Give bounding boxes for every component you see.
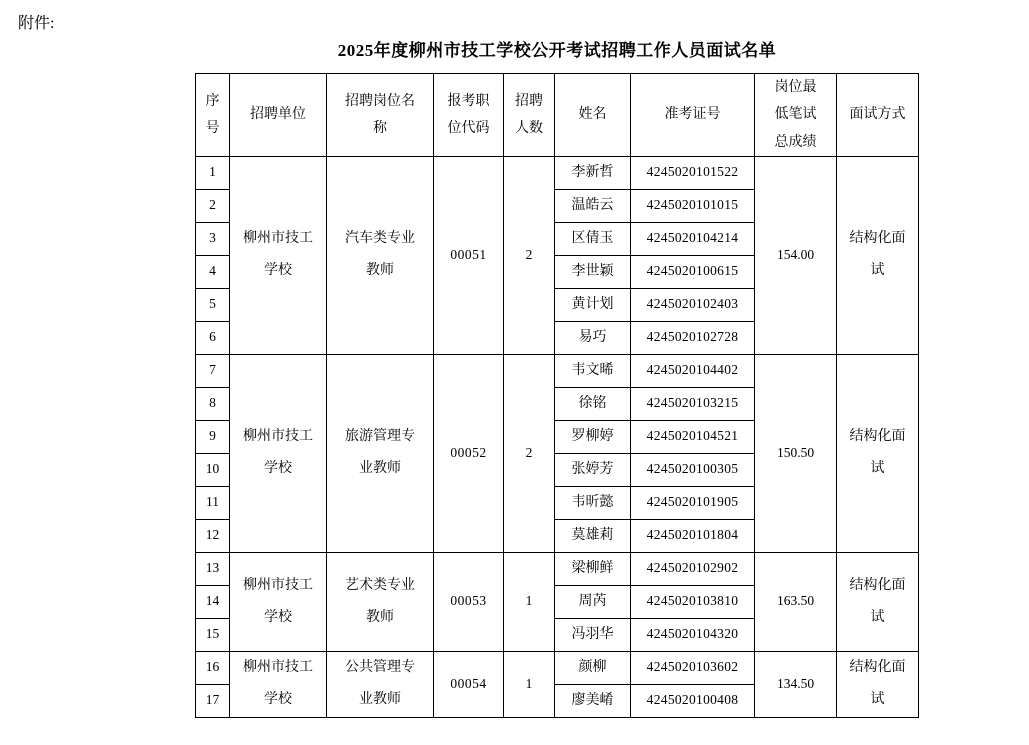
cell-ticket: 4245020101015 [631, 189, 755, 222]
cell-seq: 1 [196, 156, 230, 189]
cell-name: 韦昕懿 [555, 486, 631, 519]
cell-position: 公共管理专业教师 [327, 651, 434, 717]
cell-seq: 3 [196, 222, 230, 255]
cell-name: 冯羽华 [555, 618, 631, 651]
cell-name: 罗柳婷 [555, 420, 631, 453]
cell-hires: 2 [504, 354, 555, 552]
header-hires: 招聘人数 [504, 74, 555, 157]
cell-hires: 1 [504, 651, 555, 717]
cell-interview-method: 结构化面试 [837, 156, 919, 354]
cell-interview-method: 结构化面试 [837, 552, 919, 651]
cell-seq: 8 [196, 387, 230, 420]
cell-min-score: 163.50 [755, 552, 837, 651]
cell-ticket: 4245020100615 [631, 255, 755, 288]
header-code: 报考职位代码 [434, 74, 504, 157]
cell-code: 00053 [434, 552, 504, 651]
cell-ticket: 4245020103602 [631, 651, 755, 684]
cell-seq: 10 [196, 453, 230, 486]
cell-seq: 5 [196, 288, 230, 321]
header-name: 姓名 [555, 74, 631, 157]
cell-seq: 6 [196, 321, 230, 354]
header-seq: 序号 [196, 74, 230, 157]
cell-ticket: 4245020102728 [631, 321, 755, 354]
cell-name: 李新哲 [555, 156, 631, 189]
cell-hires: 1 [504, 552, 555, 651]
interview-roster-table [195, 73, 919, 718]
cell-ticket: 4245020104320 [631, 618, 755, 651]
cell-seq: 15 [196, 618, 230, 651]
cell-name: 周芮 [555, 585, 631, 618]
header-ticket: 准考证号 [631, 74, 755, 157]
document-body [195, 36, 919, 718]
cell-name: 李世颖 [555, 255, 631, 288]
cell-name: 易巧 [555, 321, 631, 354]
cell-name: 梁柳鲜 [555, 552, 631, 585]
cell-name: 温皓云 [555, 189, 631, 222]
cell-name: 徐铭 [555, 387, 631, 420]
cell-unit: 柳州市技工学校 [230, 354, 327, 552]
cell-code: 00051 [434, 156, 504, 354]
cell-interview-method: 结构化面试 [837, 354, 919, 552]
cell-hires: 2 [504, 156, 555, 354]
cell-code: 00054 [434, 651, 504, 717]
cell-name: 莫雄莉 [555, 519, 631, 552]
cell-name: 韦文晞 [555, 354, 631, 387]
cell-seq: 7 [196, 354, 230, 387]
cell-seq: 2 [196, 189, 230, 222]
cell-seq: 4 [196, 255, 230, 288]
cell-ticket: 4245020103215 [631, 387, 755, 420]
cell-ticket: 4245020104521 [631, 420, 755, 453]
cell-position: 汽车类专业教师 [327, 156, 434, 354]
cell-interview-method: 结构化面试 [837, 651, 919, 717]
cell-seq: 17 [196, 684, 230, 717]
table-row [196, 651, 919, 684]
page-title: 2025年度柳州市技工学校公开考试招聘工作人员面试名单 [337, 41, 777, 60]
cell-ticket: 4245020101804 [631, 519, 755, 552]
header-min-score: 岗位最低笔试总成绩 [755, 74, 837, 157]
cell-unit: 柳州市技工学校 [230, 651, 327, 717]
cell-name: 区倩玉 [555, 222, 631, 255]
cell-name: 颜柳 [555, 651, 631, 684]
cell-ticket: 4245020100408 [631, 684, 755, 717]
cell-name: 张婷芳 [555, 453, 631, 486]
cell-seq: 11 [196, 486, 230, 519]
table-row [196, 156, 919, 189]
cell-position: 旅游管理专业教师 [327, 354, 434, 552]
cell-seq: 14 [196, 585, 230, 618]
cell-ticket: 4245020102902 [631, 552, 755, 585]
cell-seq: 13 [196, 552, 230, 585]
cell-ticket: 4245020104402 [631, 354, 755, 387]
attachment-label: 附件: [18, 15, 55, 32]
cell-unit: 柳州市技工学校 [230, 156, 327, 354]
cell-unit: 柳州市技工学校 [230, 552, 327, 651]
table-row [196, 354, 919, 387]
cell-ticket: 4245020102403 [631, 288, 755, 321]
cell-name: 廖美崤 [555, 684, 631, 717]
header-interview: 面试方式 [837, 74, 919, 157]
cell-ticket: 4245020103810 [631, 585, 755, 618]
header-position: 招聘岗位名称 [327, 74, 434, 157]
cell-code: 00052 [434, 354, 504, 552]
cell-ticket: 4245020101522 [631, 156, 755, 189]
table-row [196, 552, 919, 585]
cell-ticket: 4245020101905 [631, 486, 755, 519]
cell-min-score: 150.50 [755, 354, 837, 552]
table-header-row [196, 74, 919, 157]
cell-min-score: 134.50 [755, 651, 837, 717]
header-unit: 招聘单位 [230, 74, 327, 157]
cell-ticket: 4245020100305 [631, 453, 755, 486]
cell-min-score: 154.00 [755, 156, 837, 354]
cell-seq: 12 [196, 519, 230, 552]
cell-seq: 9 [196, 420, 230, 453]
cell-ticket: 4245020104214 [631, 222, 755, 255]
cell-seq: 16 [196, 651, 230, 684]
cell-name: 黄计划 [555, 288, 631, 321]
cell-position: 艺术类专业教师 [327, 552, 434, 651]
